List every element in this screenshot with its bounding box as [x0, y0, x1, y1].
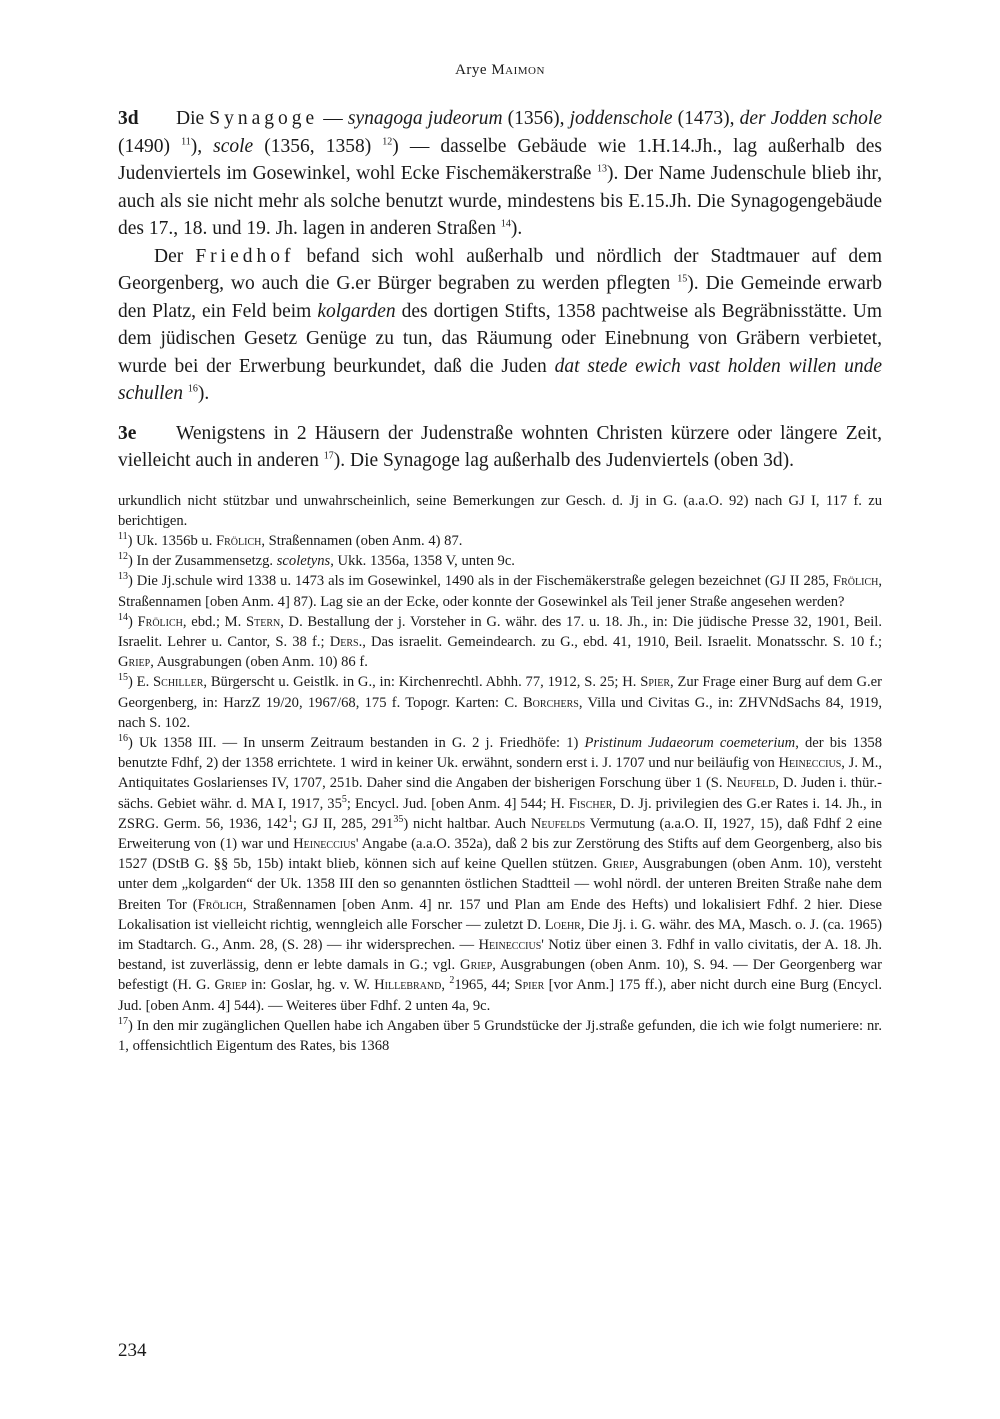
text-run: , D. Juden i. thür.-sächs. Gebiet währ. d. MA I, 1917, 35 [118, 775, 882, 812]
footnote-ref: 11 [181, 136, 191, 147]
footnote [118, 571, 882, 611]
text-run: ). Die Synagoge lag außerhalb des Judenviertels (oben 3d). [333, 450, 795, 471]
author-first-name: Arye [455, 62, 488, 78]
text-run: ; GJ II, 285, 291 [293, 815, 394, 832]
footnote [118, 733, 882, 1016]
text-run: [vor Anm.] 175 ff.), aber nicht durch eine Burg (Encycl. Jud. [oben Anm. 4] 544). — Weiteres über Fdhf. 2 unten 4a, 9c. [118, 977, 883, 1014]
footnote-ref: 35 [393, 813, 404, 825]
section-3d-paragraph-1 [118, 105, 882, 243]
text-run: ) E. [128, 674, 154, 691]
text-run: (1490) [118, 135, 182, 157]
footnote-ref: 14 [118, 611, 128, 623]
text-run: , Ausgrabungen (oben Anm. 10), S. 94. — Der Georgenberg war befestigt (H. G. [118, 957, 882, 994]
text-run: ) In der Zusammensetzg. [128, 553, 277, 570]
page-number: 234 [118, 1340, 147, 1361]
italic-text: der Jodden schole [739, 108, 882, 129]
text-run: , der bis 1358 benutzte Fdhf, 2) der 1358 errichtete. 1 wird in keiner Uk. erwähnt, sondern erst i. J. 1707 und nur beiläufig von [118, 734, 882, 772]
text-run: in: Goslar, hg. v. W. [246, 977, 375, 994]
text-run: ) [128, 613, 138, 630]
author-name: Griep [602, 856, 635, 873]
author-name: Griep [118, 654, 151, 671]
text-run: Vermutung (a.a.O. II, 1927, 15), daß Fdhf 2 eine Erweiterung von (1) war und [118, 815, 882, 852]
italic-text: joddenschole [569, 108, 673, 129]
author-name: Frölich [197, 896, 243, 913]
footnotes [118, 491, 882, 1057]
author-name: Borchers [522, 694, 579, 711]
text-run: (1356), [502, 108, 570, 129]
italic-text: dat stede ewich vast holden willen unde schullen [118, 355, 882, 404]
text-run: , Straßennamen (oben Anm. 4) 87. [261, 532, 463, 549]
author-name: Schiller [153, 674, 204, 691]
footnote-ref: 14 [500, 218, 511, 230]
author-name: Spier [640, 674, 671, 691]
text-run: Die [176, 108, 210, 129]
footnote-ref: 17 [118, 1015, 128, 1027]
author-name: Frölich [833, 573, 879, 590]
text-run: , Villa und Civitas G., in: ZHVNdSachs 84, 1919, nach S. 102. [118, 694, 882, 731]
text-run: ' Notiz über einen 3. Fdhf in vallo civitatis, der A. 18. Jh. bestand, ist zuverlässig, denn er lebte damals in G.; vgl. [118, 936, 882, 974]
footnote-ref: 16 [118, 733, 128, 745]
italic-text: scoletyns [276, 553, 331, 570]
text-run: , Ausgrabungen (oben Anm. 10) 86 f. [150, 654, 368, 671]
text-run: ). [510, 218, 523, 239]
footnote [118, 612, 882, 673]
text-run: ) In den mir zugänglichen Quellen habe ich Angaben über 5 Grundstücke der Jj.straße gefunden, die ich wie folgt numeriere: nr. 1, offensichtlich Eigentum des Rates, bis 1368 [118, 1017, 882, 1054]
text-run: , Die Jj. i. G. währ. des MA, Masch. o. J. (ca. 1965) im Stadtarch. G., Anm. 28, (S. 28) — ihr widersprechen. — [118, 916, 883, 953]
footnote-ref: 13 [118, 571, 128, 583]
text-run: , Bürgerscht u. Geistlk. in G., in: Kirchenrechtl. Abhh. 77, 1912, S. 25; H. [203, 674, 641, 691]
author-name: Ders. [329, 633, 363, 650]
author-last-name: Maimon [491, 62, 545, 78]
text-run: 1965, 44; [454, 977, 515, 994]
author-name: Frölich [137, 613, 183, 630]
text-run: — [318, 108, 348, 129]
author-name: Fischer [568, 795, 613, 812]
section-3e-text-1 [118, 423, 882, 472]
text-run: , Straßennamen [oben Anm. 4] nr. 157 und Plan am Ende des Hefts) und lokalisiert Fdhf. 2 hier. Diese Lokalisation ist vielleicht richtig, wenngleich alle Forscher — zuletzt D. [118, 896, 882, 933]
text-run: , Das israelit. Gemeindearch. zu G., ebd. 41, 1910, Beil. Israelit. Monatsschr. S. 10 f.; [362, 633, 882, 650]
author-name: Neufelds [530, 815, 586, 832]
text-run: befand sich wohl außerhalb und nördlich der Stadtmauer auf dem Georgenberg, wo auch die G.er Bürger begraben zu werden pflegten [118, 245, 882, 294]
footnote-ref: 11 [118, 531, 128, 543]
text-run: Wenigstens in 2 Häusern der Judenstraße wohnten Christen kürzere oder längere Zeit, vielleicht auch in anderen [118, 422, 882, 471]
italic-text: Pristinum Judaeorum coemeterium [584, 734, 796, 751]
text-run: , Ausgrabungen (oben Anm. 10), versteht unter dem „kolgarden“ der Uk. 1358 III den so genannten östlichen Stadtteil — wohl nördl. der unteren Breiten Straße nahe dem Breiten Tor ( [118, 856, 882, 913]
footnote-ref: 12 [118, 551, 128, 563]
text-run: des dortigen Stifts, 1358 pachtweise als Begräbnisstätte. Um dem jüdischen Gesetz Genüge zu tun, das Räumung oder Einebnung von Gräbern verbietet, wurde bei der Erwerbung beurkundet, daß die Juden [118, 300, 882, 377]
author-name: Frölich [216, 532, 262, 549]
running-head [118, 62, 882, 79]
footnote-ref: 1 [288, 813, 294, 825]
text-run: , J. M., Antiquitates Goslarienses IV, 1707, 251b. Daher sind die Angaben der bisherigen Forschung über 1 (S. [118, 755, 882, 792]
emphasized-term: Synagoge [209, 108, 319, 129]
text-run: Der [154, 245, 196, 267]
text-run: ) Die Jj.schule wird 1338 u. 1473 als im Gosewinkel, 1490 als in der Fischemäkerstraße gelegen bezeichnet (GJ II 285, [128, 573, 833, 590]
footnote [118, 531, 882, 551]
author-name: Heineccius [293, 835, 356, 852]
text-run: (1356, 1358) [253, 135, 383, 157]
section-3e-paragraph-1 [118, 420, 882, 475]
section-number: 3d [118, 108, 139, 129]
footnote-ref: 5 [341, 793, 347, 805]
footnote-ref: 13 [597, 163, 607, 175]
author-name: Griep [460, 957, 493, 974]
text-run: , D. Bestallung der j. Vorsteher in G. währ. des 17. u. 18. Jh., in: Die jüdische Presse 32, 1901, Beil. Israelit. Lehrer u. Cantor, S. 38 f.; [118, 613, 882, 650]
text-run: urkundlich nicht stützbar und unwahrscheinlich, seine Bemerkungen zur Gesch. d. Jj in G. (a.a.O. 92) nach GJ I, 117 f. zu berichtigen. [118, 492, 882, 529]
author-name: Hillebrand [374, 977, 442, 994]
author-name: Neufeld [726, 775, 776, 792]
text-run: ' Angabe (a.a.O. 352a), daß 2 bis zur Zerstörung des Stifts auf dem Georgenberg, also bis 1527 (DStB G. §§ 5b, 15b) intakt blieb, können sich auf keine Quellen stützen. [118, 835, 883, 873]
section-3d-paragraph-2 [118, 243, 882, 408]
author-name: Heineccius [478, 936, 542, 953]
text-run: , [441, 977, 450, 994]
page [118, 62, 882, 1056]
italic-text: synagoga judeorum [347, 108, 503, 129]
text-run: , Zur Frage einer Burg auf dem G.er Georgenberg, in: HarzZ 19/20, 1967/68, 175 f. Topogr. Karten: C. [118, 674, 882, 711]
footnote [118, 491, 882, 531]
footnote-ref: 15 [677, 273, 688, 285]
author-name: Loehr [544, 916, 581, 933]
section-3d-text-1 [118, 108, 882, 239]
author-name: Griep [214, 977, 247, 994]
footnote-ref: 2 [449, 975, 455, 987]
text-run: ). [197, 383, 210, 404]
text-run: , Ukk. 1356a, 1358 V, unten 9c. [330, 553, 515, 570]
text-run: ) Uk 1358 III. — In unserm Zeitraum bestanden in G. 2 j. Friedhöfe: 1) [128, 734, 585, 751]
text-run: (1473), [672, 108, 740, 129]
italic-text: kolgarden [317, 300, 396, 322]
author-name: Heineccius [778, 755, 842, 772]
text-run: ). Die Gemeinde erwarb den Platz, ein Feld beim [118, 273, 882, 322]
text-run: , Straßennamen [oben Anm. 4] 87). Lag sie an der Ecke, oder konnte der Gosewinkel als Teil jener Straße angesehen werden? [118, 573, 882, 610]
text-run: ), [190, 135, 214, 157]
footnote-ref: 16 [187, 383, 198, 395]
section-number: 3e [118, 422, 137, 444]
section-3d [118, 105, 882, 408]
text-run: ; Encycl. Jud. [oben Anm. 4] 544; H. [346, 795, 569, 812]
text-run: , D. Jj. privilegien des G.er Rates i. 14. Jh., in ZSRG. Germ. 56, 1936, 142 [118, 795, 882, 832]
author-name: Spier [514, 977, 545, 994]
footnote-ref: 12 [382, 136, 393, 147]
text-run: , ebd.; M. [182, 613, 246, 630]
footnote [118, 551, 882, 571]
text-run: ) nicht haltbar. Auch [403, 815, 531, 832]
section-3e [118, 420, 882, 475]
text-run: ) Uk. 1356b u. [127, 532, 217, 549]
footnote-ref: 17 [323, 450, 334, 462]
text-run: ) — dasselbe Gebäude wie 1.H.14.Jh., lag außerhalb des Judenviertels im Gosewinkel, wohl Ecke Fischemäkerstraße [118, 135, 882, 184]
footnote [118, 1016, 882, 1056]
footnote-ref: 15 [118, 672, 128, 684]
text-run: ). Der Name Judenschule blieb ihr, auch als sie nicht mehr als solche benutzt wurde, mindestens bis E.15.Jh. Die Synagogengebäude des 17., 18. und 19. Jh. lagen in anderen Straßen [118, 163, 882, 239]
footnote [118, 672, 882, 733]
author-name: Stern [245, 613, 281, 630]
italic-text: scole [213, 135, 254, 157]
emphasized-term: Friedhof [195, 245, 295, 267]
